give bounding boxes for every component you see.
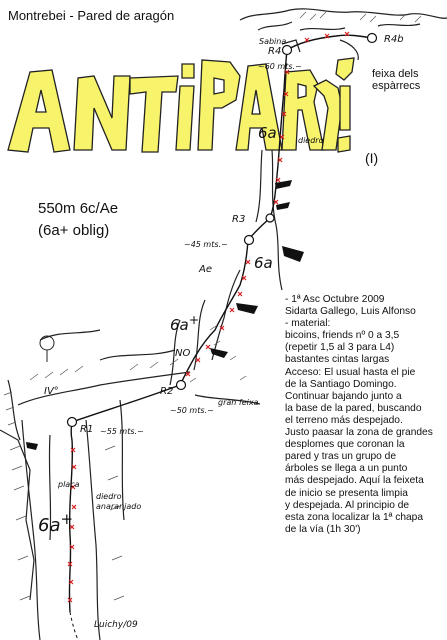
route-oblig-grade: (6a+ oblig)	[38, 222, 110, 239]
grade-label-6a-plus-bottom	[38, 510, 73, 536]
info-line: bastantes cintas largas	[285, 354, 390, 366]
info-line: - 1ª Asc Octubre 2009	[285, 294, 385, 305]
grade-plus-mark-bottom: +	[60, 510, 74, 528]
sector-number: (I)	[365, 150, 379, 166]
grade-label-6a-mid: 6a	[254, 254, 273, 272]
route-info-block	[285, 294, 445, 536]
diedro-anaranjado-label	[96, 492, 141, 512]
info-line: Justo paasar la zona de grandes	[285, 427, 433, 439]
gran-feixa-label: gran feixa	[218, 398, 259, 407]
feixa-label-line1: feixa dels	[372, 68, 419, 80]
info-line: bicoins, friends nº 0 a 3,5	[285, 330, 400, 342]
sabina-label: Sabina	[259, 37, 287, 46]
r3-label: R3	[232, 214, 246, 225]
r4-length-label: ~60 mts.~	[258, 62, 302, 71]
grade-6a-plus-mid-text: 6a	[170, 316, 189, 334]
placa-label: placa	[58, 480, 80, 489]
r3-length-label: ~45 mts.~	[184, 240, 228, 249]
author-signature: Luichy/09	[94, 620, 138, 630]
diedro-anaranjado-line1: diedro	[96, 492, 122, 501]
overhang-marks	[26, 180, 304, 450]
info-line: - material:	[285, 318, 331, 330]
r2-label: R2	[160, 386, 174, 397]
iv-grade-label: IV°	[44, 386, 59, 397]
info-line: de la Santiago Domingo.	[285, 378, 397, 390]
info-line: Sidarta Gallego, Luis Alfonso	[285, 306, 416, 318]
info-line: desplomes que coronan la	[285, 439, 405, 451]
info-line: Continuar bajando junto a	[285, 390, 402, 402]
info-line: (repetir 1,5 al 3 para L4)	[285, 342, 395, 354]
info-line: la base de la pared, buscando	[285, 402, 422, 414]
no-label: NO	[175, 348, 191, 359]
info-line: Acceso: El usual hasta el pie	[285, 366, 416, 378]
diedro-top-label: diedro	[298, 136, 324, 145]
belay-r4	[283, 46, 292, 55]
info-line: el terreno más despejado.	[285, 414, 403, 426]
ae-label: Ae	[199, 264, 212, 275]
r4-label: R4	[268, 46, 282, 57]
belay-r1	[68, 418, 77, 427]
r1-label: R1	[80, 424, 94, 435]
grade-plus-mark: +	[188, 312, 200, 327]
page-title: Montrebei - Pared de aragón	[8, 8, 175, 23]
info-line: esta zona localizar la 1ª chapa	[285, 511, 423, 523]
belay-r3	[245, 236, 254, 245]
grade-label-6a-top: 6a	[258, 124, 277, 142]
info-line: de la vía (1h 30')	[285, 523, 361, 535]
feixa-dels-esparrecs-label	[372, 68, 420, 92]
belay-r3b	[266, 214, 274, 222]
r4b-label: R4b	[384, 34, 404, 45]
info-line: de inicio se presenta limpia	[285, 487, 408, 499]
info-line: y despejada. Al principio de	[285, 499, 410, 511]
route-length-grade: 550m 6c/Ae	[38, 200, 119, 217]
info-line: pared y tras un grupo de	[285, 451, 397, 463]
grade-label-6a-plus-mid	[170, 312, 199, 334]
feixa-label-line2: espàrrecs	[372, 80, 421, 92]
info-line: árboles se llega a un punto	[285, 463, 408, 475]
r2-length-label: ~50 mts.~	[170, 406, 214, 415]
diedro-anaranjado-line2: anaranjado	[96, 502, 142, 511]
r1-length-label: ~55 mts.~	[100, 427, 144, 436]
approach-dashed	[70, 612, 78, 640]
belay-r2	[177, 381, 186, 390]
belay-r4b	[368, 34, 377, 43]
info-line: más despejado. Aquí la feixeta	[285, 475, 424, 487]
grade-6a-plus-bottom-text: 6a	[38, 515, 61, 536]
tree-icon	[40, 336, 54, 362]
